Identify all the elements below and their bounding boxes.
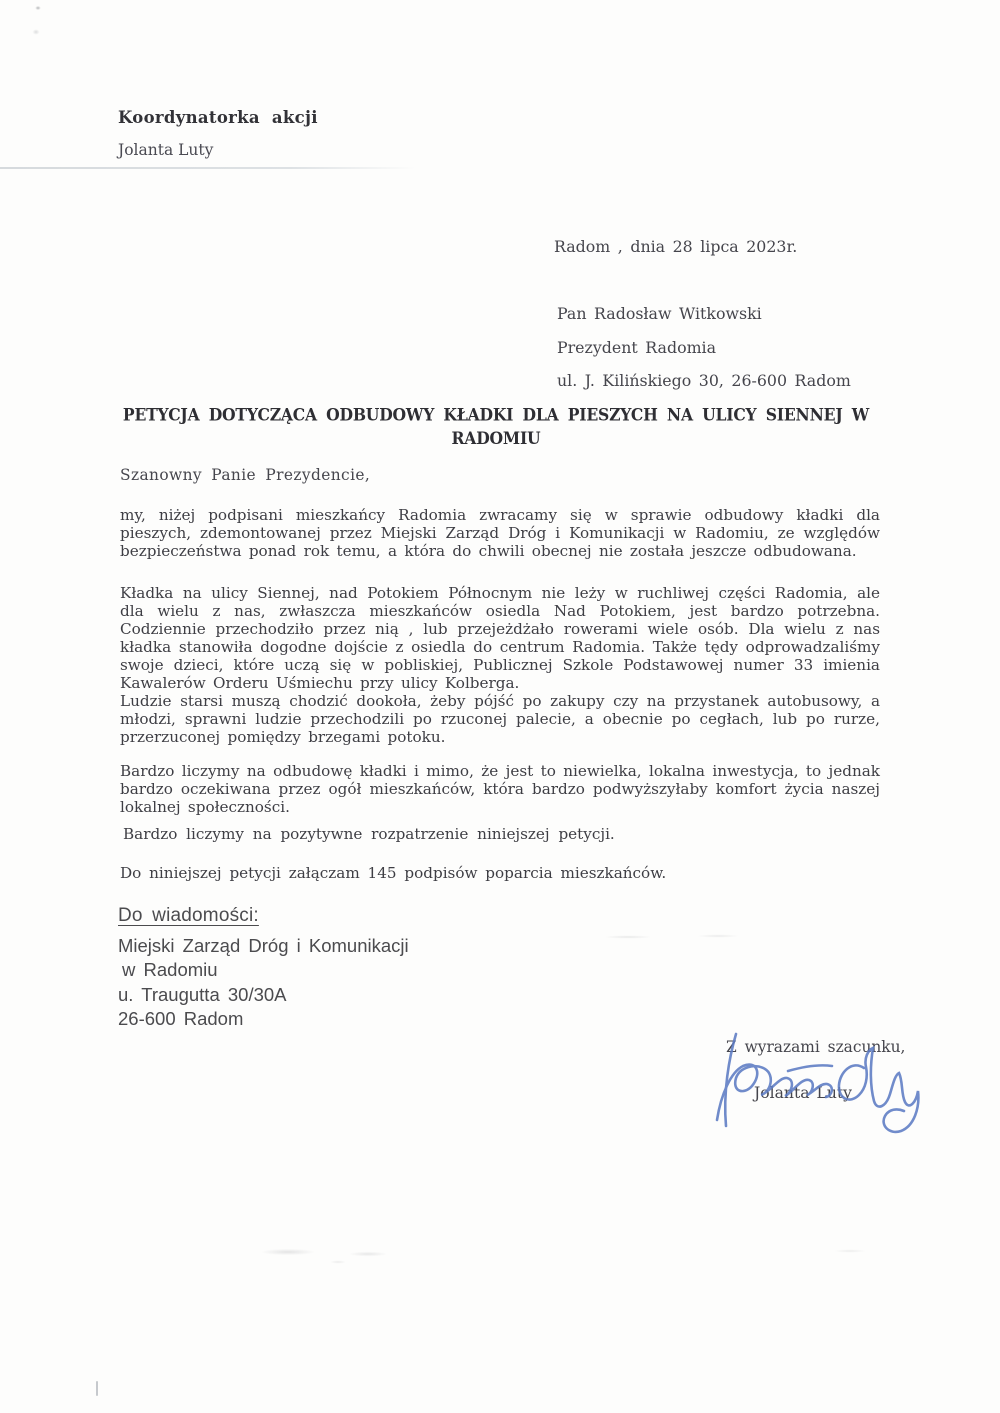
cc-organization: Miejski Zarząd Dróg i Komunikacji [118, 935, 409, 956]
signature-icon [698, 1022, 928, 1147]
cc-block [118, 905, 409, 1032]
scan-smudge-bottom [248, 1244, 428, 1266]
scan-smudge-top-left [28, 2, 48, 46]
body-paragraph: Ludzie starsi muszą chodzić dookoła, żeby pójść po zakupy czy na przystanek autobusowy, a młodzi, sprawni ludzie przechodzili po rzuconej palecie, a obecnie po cegłach, lub po rurze, przerzuconej pomiędzy brzegami potoku. [120, 692, 880, 746]
recipient-address: ul. J. Kilińskiego 30, 26-600 Radom [557, 371, 851, 390]
page-title: PETYCJA DOTYCZĄCA ODBUDOWY KŁADKI DLA PIESZYCH NA ULICY SIENNEJ W RADOMIU [122, 404, 870, 448]
coordinator-role-heading: Koordynatorka akcji [118, 108, 318, 127]
body-paragraph: Bardzo liczymy na odbudowę kładki i mimo, że jest to niewielka, lokalna inwestycja, to jednak bardzo oczekiwana przez ogół mieszkańców, która bardzo podwyższyłaby komfort życia naszej lokalnej społeczności. [120, 762, 880, 816]
scan-mark-bottom-left [96, 1381, 98, 1396]
recipient-block [557, 297, 851, 398]
body-paragraph: Do niniejszej petycji załączam 145 podpisów poparcia mieszkańców. [120, 864, 667, 882]
body-paragraph: Bardzo liczymy na pozytywne rozpatrzenie niniejszej petycji. [123, 825, 615, 843]
dateline: Radom , dnia 28 lipca 2023r. [554, 237, 798, 256]
coordinator-name: Jolanta Luty [118, 141, 214, 159]
header-divider-line [0, 167, 415, 169]
salutation: Szanowny Panie Prezydencie, [120, 466, 371, 484]
cc-heading: Do wiadomości: [118, 905, 259, 926]
body-paragraph: Kładka na ulicy Siennej, nad Potokiem Północnym nie leży w ruchliwej części Radomia, ale dla wielu z nas, zwłaszcza mieszkańców osiedla Nad Potokiem, jest bardzo potrzebna. Codziennie przechodziło przez nią , lub przejeżdżało rowerami wiele osób. Dla wielu z nas kładka stanowiła dogodne dojście z osiedla do centrum Radomia. Także tędy odprowadzaliśmy swoje dzieci, które uczą się w pobliskiej, Publicznej Szkole Podstawowej numer 33 imienia Kawalerów Orderu Uśmiechu przy ulicy Kolberga. [120, 584, 880, 692]
cc-postal: 26-600 Radom [118, 1008, 244, 1030]
cc-street: u. Traugutta 30/30A [118, 983, 287, 1005]
body-paragraph: my, niżej podpisani mieszkańcy Radomia zwracamy się w sprawie odbudowy kładki dla pieszych, zdemontowanej przez Miejski Zarząd Dróg i Komunikacji w Radomiu, ze względów bezpieczeństwa ponad rok temu, a która do chwili obecnej nie została jeszcze odbudowana. [120, 506, 880, 560]
recipient-name: Pan Radosław Witkowski [557, 304, 762, 323]
scan-smudge-bottom-right [820, 1246, 880, 1256]
signer-printed-name: Jolanta Luty [754, 1084, 852, 1102]
recipient-title: Prezydent Radomia [557, 337, 717, 357]
cc-city: w Radomiu [122, 959, 218, 981]
scan-smudge-middle [598, 933, 748, 941]
valediction: Z wyrazami szacunku, [726, 1038, 906, 1056]
